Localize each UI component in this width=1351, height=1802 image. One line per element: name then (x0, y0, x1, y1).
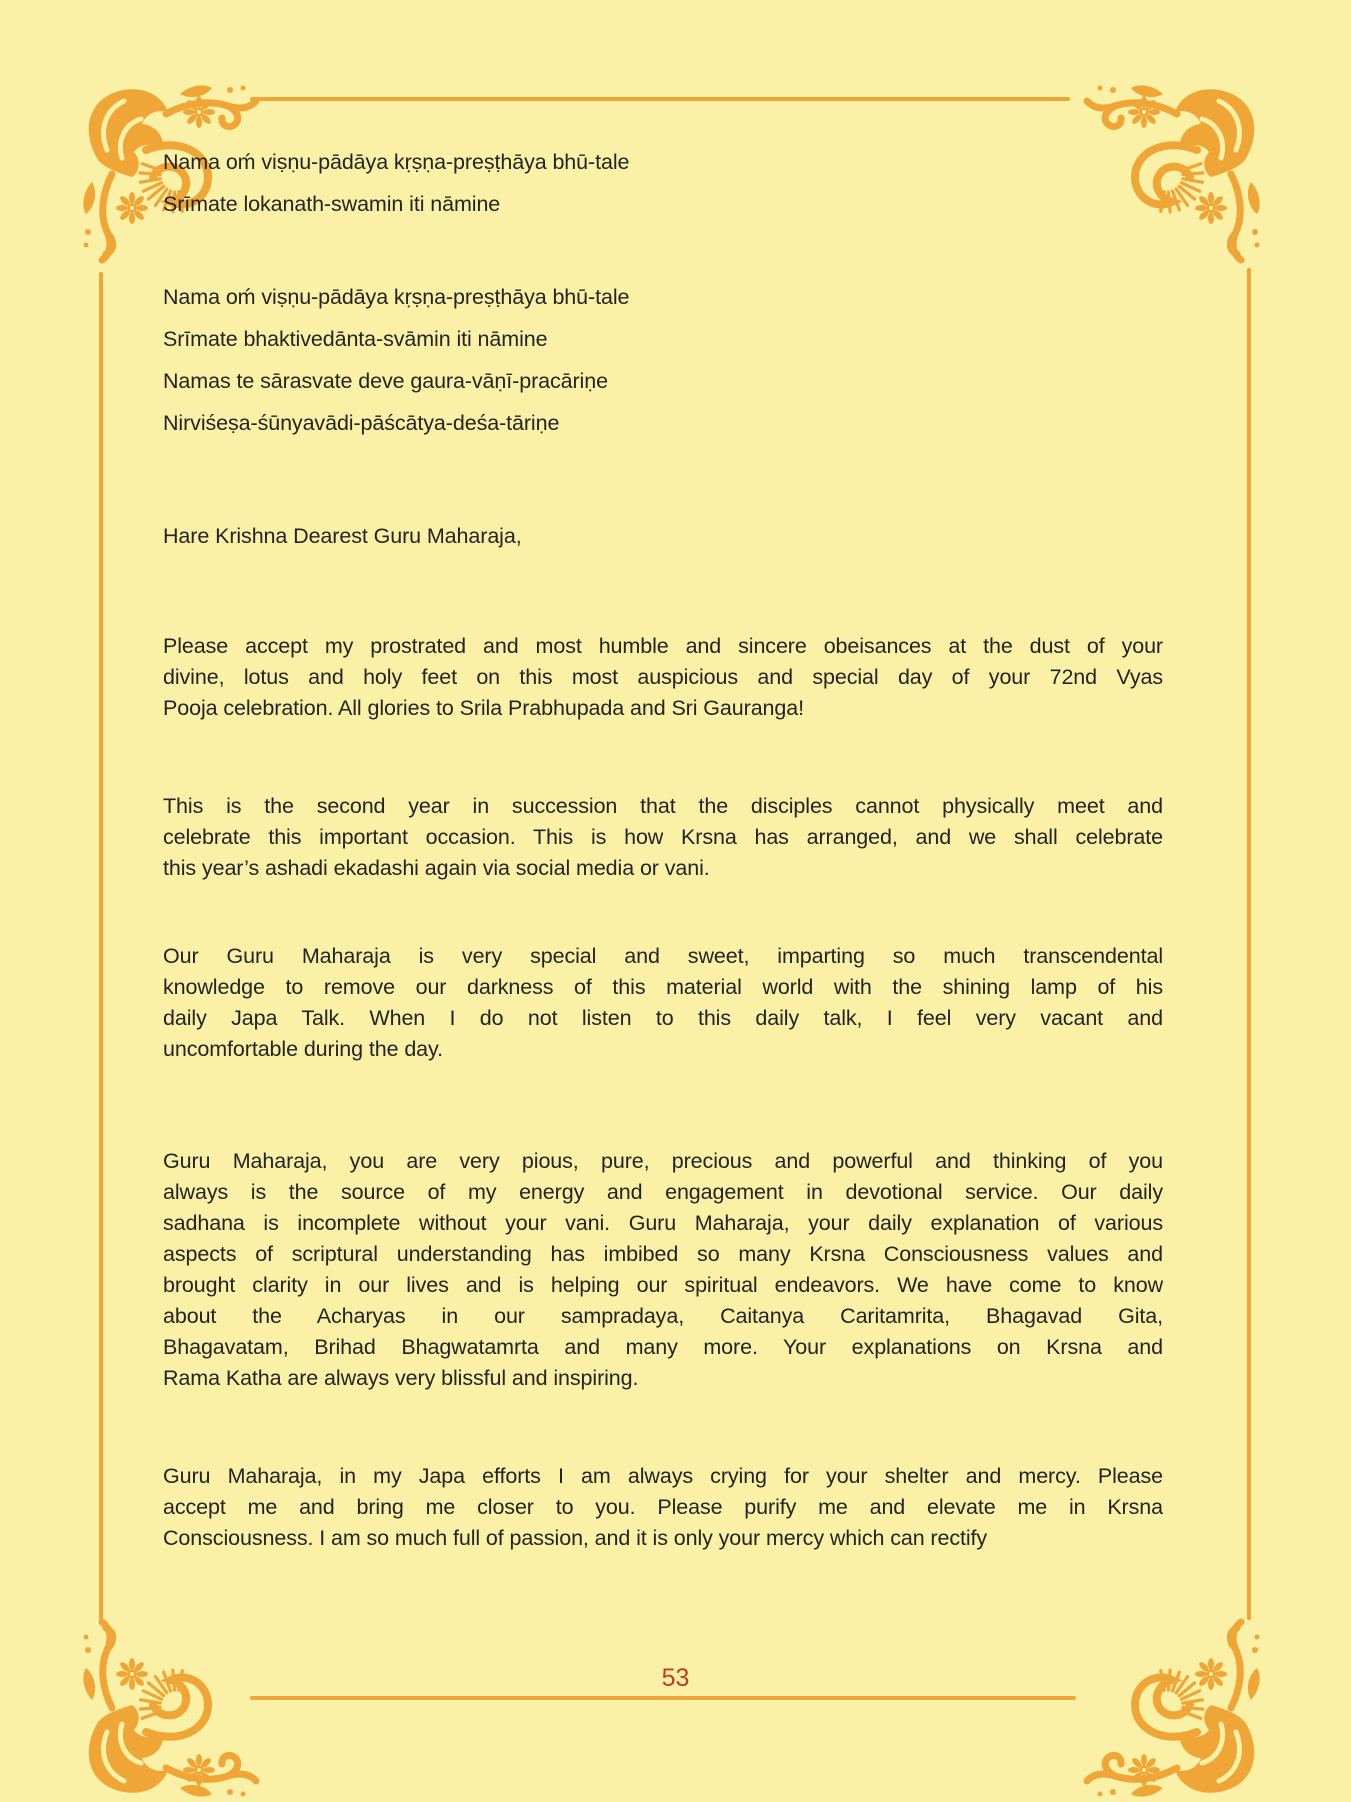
paragraph-4 (163, 1146, 1163, 1394)
paragraph-line: brought clarity in our lives and is helping our spiritual endeavors. We have come to know (163, 1273, 1163, 1297)
paragraph-line: sadhana is incomplete without your vani. Guru Maharaja, your daily explanation of various (163, 1211, 1163, 1235)
border-line-right (1247, 268, 1251, 1620)
border-line-left (99, 272, 103, 1620)
verse-line: Namas te sārasvate deve gaura-vāṇī-pracāriṇe (163, 369, 608, 393)
paragraph-line: Bhagavatam, Brihad Bhagwatamrta and many more. Your explanations on Krsna and (163, 1335, 1163, 1359)
paragraph-line: Guru Maharaja, you are very pious, pure, precious and powerful and thinking of you (163, 1149, 1163, 1173)
paragraph-line: this year’s ashadi ekadashi again via social media or vani. (163, 856, 710, 880)
floral-corner-ornament-icon (1065, 1592, 1265, 1802)
paragraph-line: aspects of scriptural understanding has imbibed so many Krsna Consciousness values and (163, 1242, 1163, 1266)
invocation-verse-2 (163, 276, 1163, 444)
paragraph-line: Our Guru Maharaja is very special and sweet, imparting so much transcendental (163, 944, 1163, 968)
greeting: Hare Krishna Dearest Guru Maharaja, (163, 524, 522, 548)
paragraph-2 (163, 791, 1163, 884)
verse-line: Nama oḿ viṣṇu-pādāya kṛṣṇa-preṣṭhāya bhū-tale (163, 285, 630, 309)
paragraph-line: Rama Katha are always very blissful and inspiring. (163, 1366, 639, 1390)
verse-line: Srīmate bhaktivedānta-svāmin iti nāmine (163, 327, 548, 351)
paragraph-line: uncomfortable during the day. (163, 1037, 443, 1061)
paragraph-line: always is the source of my energy and engagement in devotional service. Our daily (163, 1180, 1163, 1204)
paragraph-line: accept me and bring me closer to you. Please purify me and elevate me in Krsna (163, 1495, 1163, 1519)
border-line-bottom (250, 1696, 1076, 1700)
verse-line: Nama oḿ viṣṇu-pādāya kṛṣṇa-preṣṭhāya bhū-tale (163, 150, 630, 174)
paragraph-line: Consciousness. I am so much full of passion, and it is only your mercy which can rectify (163, 1526, 988, 1550)
border-line-top (250, 97, 1070, 101)
paragraph-line: about the Acharyas in our sampradaya, Caitanya Caritamrita, Bhagavad Gita, (163, 1304, 1163, 1328)
paragraph-line: daily Japa Talk. When I do not listen to this daily talk, I feel very vacant and (163, 1006, 1163, 1030)
paragraph-5 (163, 1461, 1163, 1554)
invocation-verse-1 (163, 141, 1163, 225)
paragraph-1 (163, 631, 1163, 724)
paragraph-line: Pooja celebration. All glories to Srila Prabhupada and Sri Gauranga! (163, 696, 804, 720)
paragraph-line: divine, lotus and holy feet on this most auspicious and special day of your 72nd Vyas (163, 665, 1163, 689)
paragraph-line: Please accept my prostrated and most humble and sincere obeisances at the dust of your (163, 634, 1163, 658)
paragraph-line: celebrate this important occasion. This is how Krsna has arranged, and we shall celebrate (163, 825, 1163, 849)
page-number: 53 (661, 1664, 690, 1692)
floral-corner-ornament-icon (78, 1592, 278, 1802)
paragraph-3 (163, 941, 1163, 1065)
verse-line: Srīmate lokanath-swamin iti nāmine (163, 192, 501, 216)
paragraph-line: Guru Maharaja, in my Japa efforts I am always crying for your shelter and mercy. Please (163, 1464, 1163, 1488)
paragraph-line: knowledge to remove our darkness of this material world with the shining lamp of his (163, 975, 1163, 999)
paragraph-line: This is the second year in succession that the disciples cannot physically meet and (163, 794, 1163, 818)
verse-line: Nirviśeṣa-śūnyavādi-pāścātya-deśa-tāriṇe (163, 411, 560, 435)
